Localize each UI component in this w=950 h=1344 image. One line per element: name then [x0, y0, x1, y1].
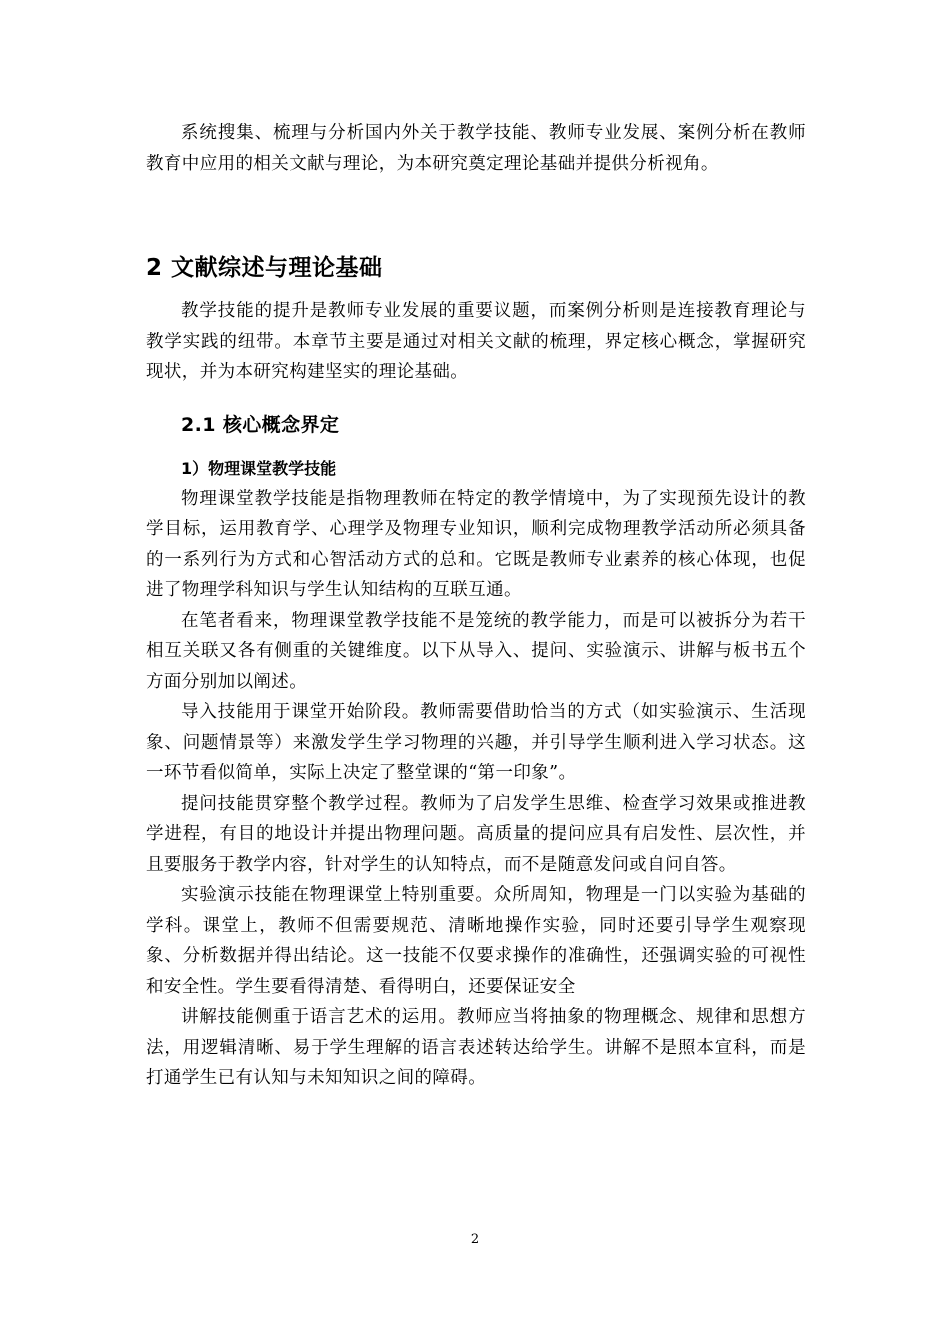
- section-intro-paragraph: 教学技能的提升是教师专业发展的重要议题，而案例分析则是连接教育理论与教学实践的纽带。本章节主要是通过对相关文献的梳理，界定核心概念，掌握研究现状，并为本研究构建坚实的理论基础。: [146, 301, 806, 382]
- page-number: 2: [470, 1232, 480, 1247]
- section-heading: 2 文献综述与理论基础: [146, 255, 383, 281]
- page-content: [146, 118, 806, 1094]
- body-paragraph-dimensions: 在笔者看来，物理课堂教学技能不是笼统的教学能力，而是可以被拆分为若干相互关联又各有侧重的关键维度。以下从导入、提问、实验演示、讲解与板书五个方面分别加以阐述。: [146, 610, 806, 692]
- body-paragraph-definition: 物理课堂教学技能是指物理教师在特定的教学情境中，为了实现预先设计的教学目标，运用教育学、心理学及物理专业知识，顺利完成物理教学活动所必须具备的一系列行为方式和心智活动方式的总和。它既是教师专业素养的核心体现，也促进了物理学科知识与学生认知结构的互联互通。: [146, 488, 806, 600]
- body-paragraph-introduction-skill: 导入技能用于课堂开始阶段。教师需要借助恰当的方式（如实验演示、生活现象、问题情景等）来激发学生学习物理的兴趣，并引导学生顺利进入学习状态。这一环节看似简单，实际上决定了整堂课的“第一印象”。: [146, 702, 806, 783]
- item-heading: 1）物理课堂教学技能: [181, 458, 337, 478]
- subsection-heading: 2.1 核心概念界定: [181, 413, 340, 436]
- intro-paragraph: 系统搜集、梳理与分析国内外关于教学技能、教师专业发展、案例分析在教师教育中应用的相关文献与理论，为本研究奠定理论基础并提供分析视角。: [146, 123, 806, 174]
- body-paragraph-questioning-skill: 提问技能贯穿整个教学过程。教师为了启发学生思维、检查学习效果或推进教学进程，有目的地设计并提出物理问题。高质量的提问应具有启发性、层次性，并且要服务于教学内容，针对学生的认知特点，而不是随意发问或自问自答。: [146, 793, 806, 875]
- body-paragraph-demonstration-skill: 实验演示技能在物理课堂上特别重要。众所周知，物理是一门以实验为基础的学科。课堂上，教师不但需要规范、清晰地操作实验，同时还要引导学生观察现象、分析数据并得出结论。这一技能不仅要求操作的准确性，还强调实验的可视性和安全性。学生要看得清楚、看得明白，还要保证安全: [146, 885, 806, 997]
- body-paragraph-explanation-skill: 讲解技能侧重于语言艺术的运用。教师应当将抽象的物理概念、规律和思想方法，用逻辑清晰、易于学生理解的语言表述转达给学生。讲解不是照本宣科，而是打通学生已有认知与未知知识之间的障碍。: [146, 1007, 806, 1088]
